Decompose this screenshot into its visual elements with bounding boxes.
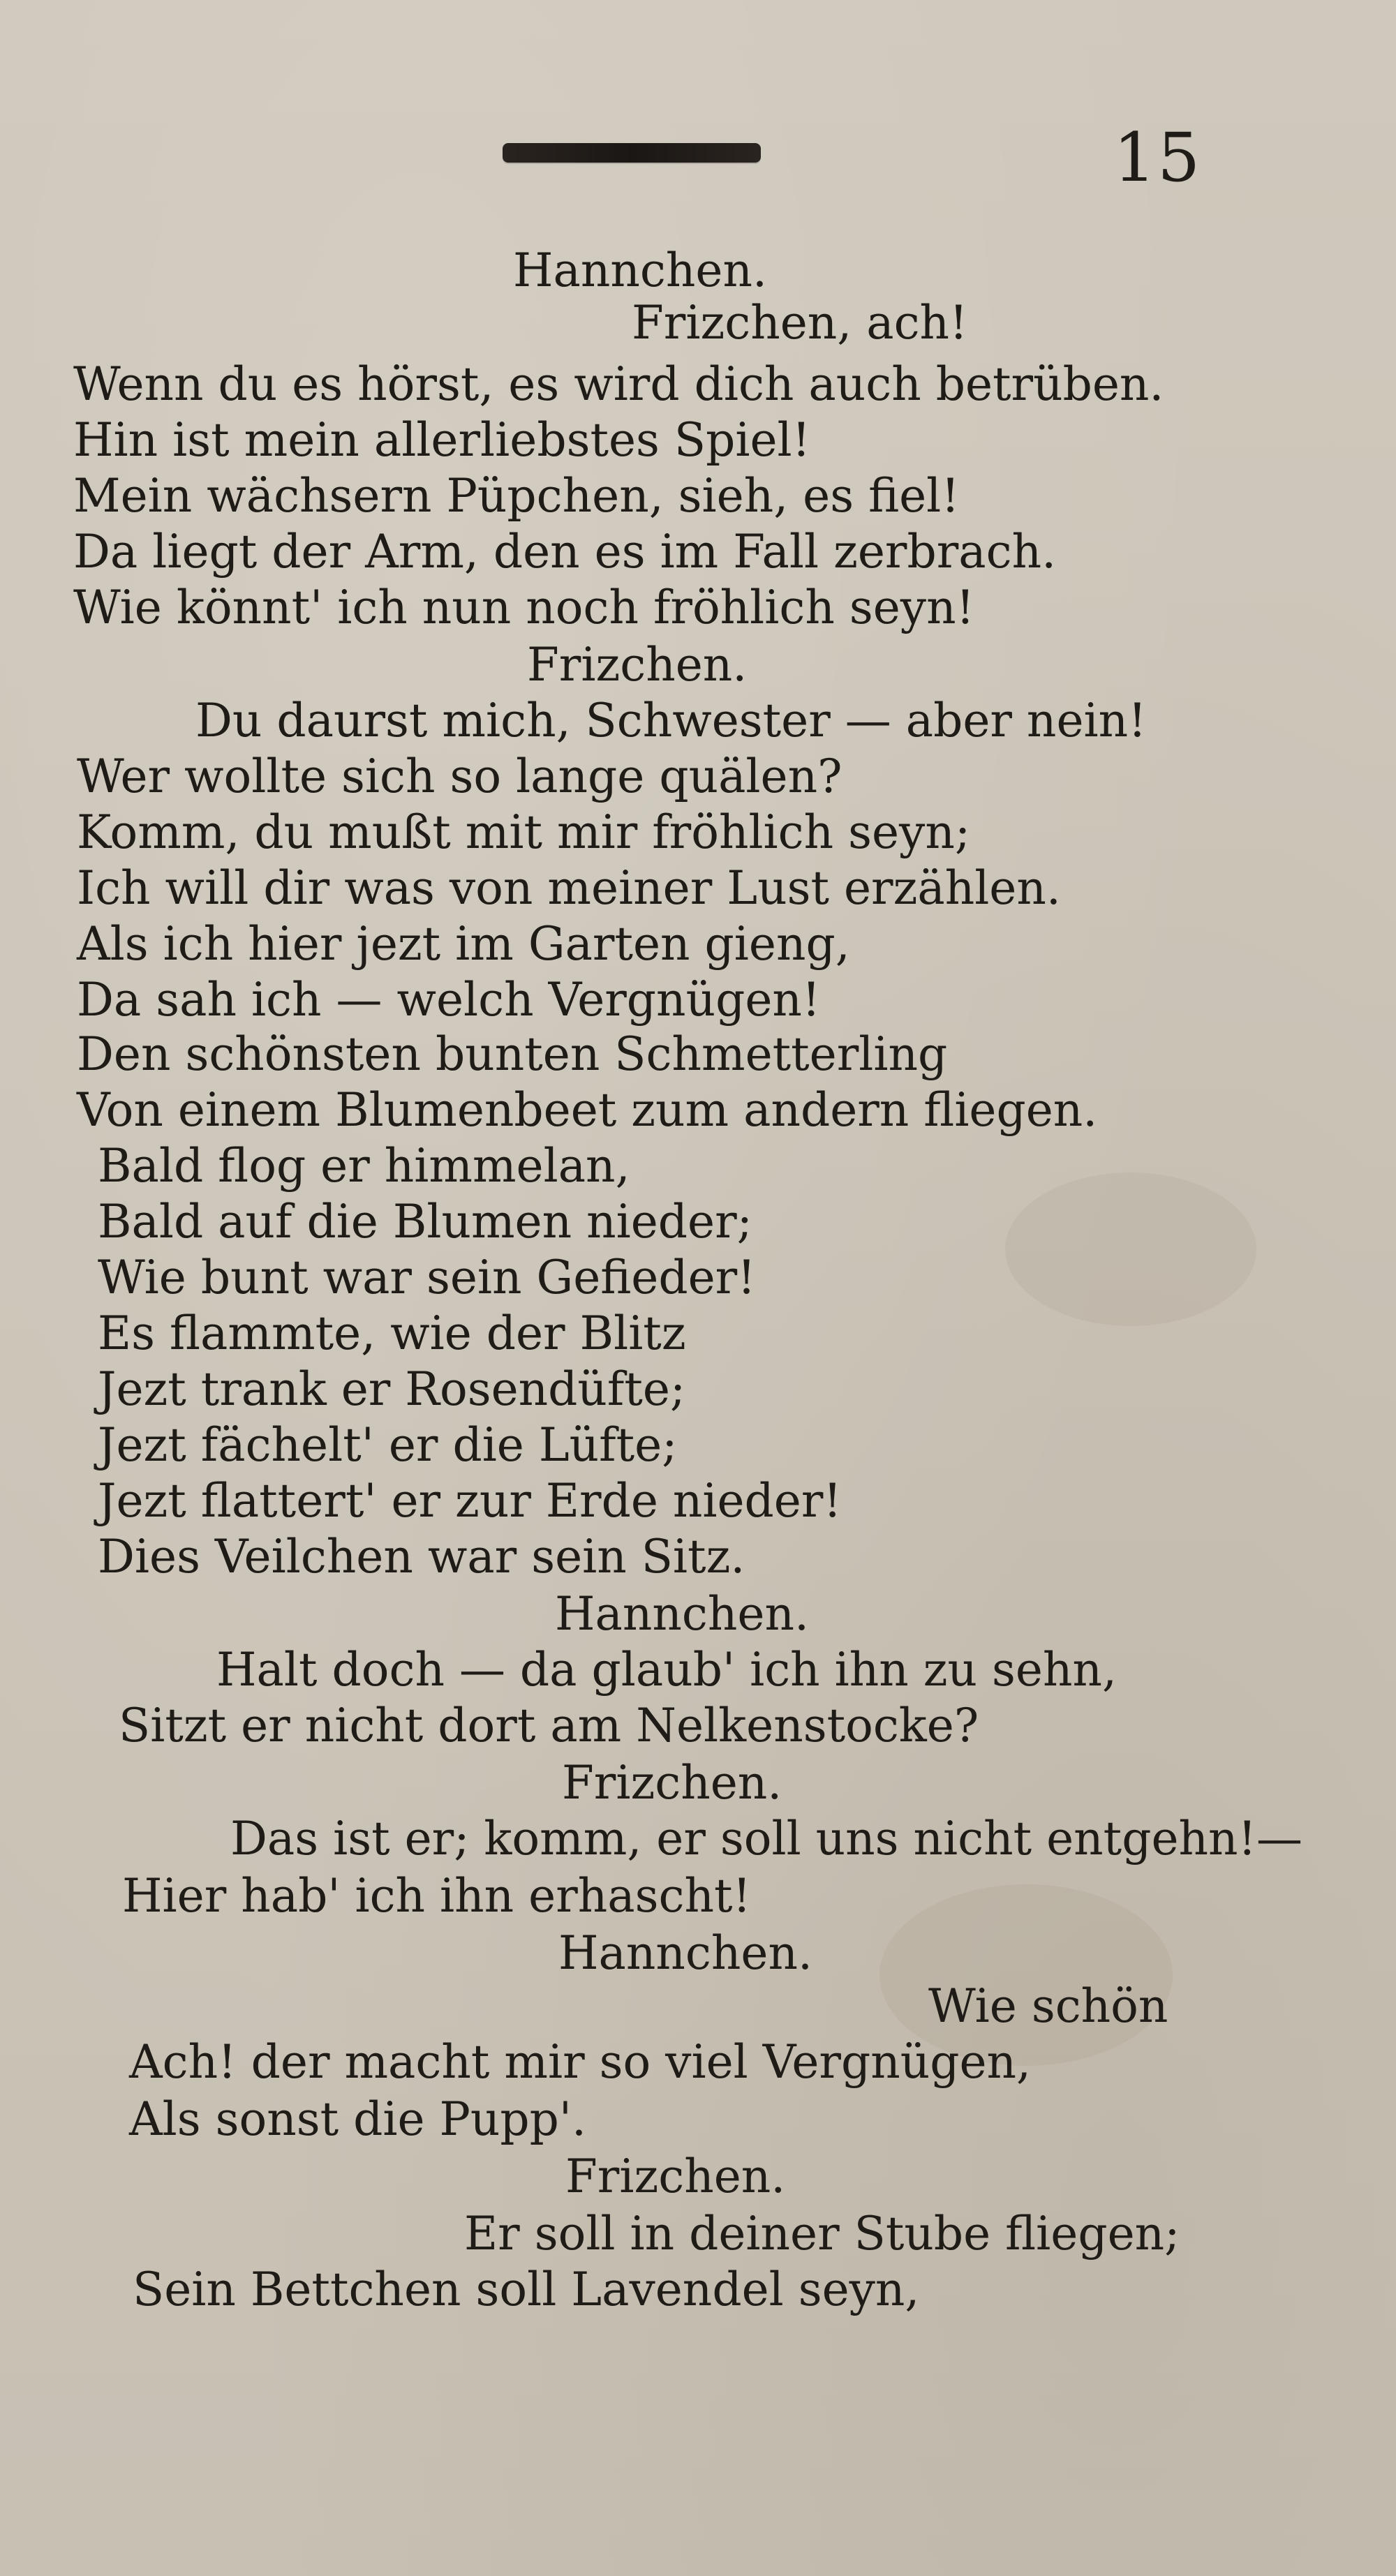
verse-line: Da liegt der Arm, den es im Fall zerbrach. xyxy=(73,525,1057,579)
verse-line: Er soll in deiner Stube fliegen; xyxy=(464,2207,1180,2261)
verse-line: Bald auf die Blumen nieder; xyxy=(98,1195,752,1249)
verse-line: Als sonst die Pupp'. xyxy=(129,2092,587,2146)
verse-line: Mein wächsern Püpchen, sieh, es fiel! xyxy=(73,469,960,523)
verse-line: Den schönsten bunten Schmetterling xyxy=(77,1027,948,1081)
verse-line: Als ich hier jezt im Garten gieng, xyxy=(77,917,850,971)
verse-line: Bald flog er himmelan, xyxy=(98,1139,630,1193)
verse-line: Jezt fächelt' er die Lüfte; xyxy=(98,1418,678,1472)
speaker-name: Hannchen. xyxy=(513,244,767,297)
paper-stain xyxy=(1005,1172,1256,1326)
verse-line: Jezt trank er Rosendüfte; xyxy=(98,1362,686,1416)
verse-line: Da sah ich — welch Vergnügen! xyxy=(77,973,821,1027)
verse-line: Komm, du mußt mit mir fröhlich seyn; xyxy=(77,805,971,859)
page-number: 15 xyxy=(1113,119,1202,197)
verse-line: Ich will dir was von meiner Lust erzählen. xyxy=(77,861,1061,915)
verse-line: Wie bunt war sein Gefieder! xyxy=(98,1251,756,1304)
speaker-name: Frizchen. xyxy=(565,2150,786,2203)
speaker-name: Frizchen. xyxy=(562,1756,782,1810)
verse-line: Hin ist mein allerliebstes Spiel! xyxy=(73,413,811,467)
speaker-name: Hannchen. xyxy=(558,1926,812,1980)
verse-line: Ach! der macht mir so viel Vergnügen, xyxy=(129,2035,1031,2089)
verse-line: Dies Veilchen war sein Sitz. xyxy=(98,1530,745,1584)
verse-line: Das ist er; komm, er soll uns nicht entgehn!— xyxy=(230,1812,1303,1866)
speaker-name: Hannchen. xyxy=(555,1587,809,1641)
verse-line: Wie schön xyxy=(928,1979,1168,2033)
verse-line: Von einem Blumenbeet zum andern fliegen. xyxy=(77,1083,1098,1137)
verse-line: Sitzt er nicht dort am Nelkenstocke? xyxy=(119,1699,979,1752)
speaker-name: Frizchen. xyxy=(527,638,748,692)
verse-line: Wie könnt' ich nun noch fröhlich seyn! xyxy=(73,581,975,634)
verse-line: Es flammte, wie der Blitz xyxy=(98,1306,686,1360)
verse-line: Du daurst mich, Schwester — aber nein! xyxy=(195,694,1147,747)
header-ornament xyxy=(503,143,761,163)
verse-line: Jezt flattert' er zur Erde nieder! xyxy=(98,1474,842,1528)
verse-line: Sein Bettchen soll Lavendel seyn, xyxy=(133,2263,920,2316)
verse-line: Hier hab' ich ihn erhascht! xyxy=(122,1869,751,1923)
verse-line: Frizchen, ach! xyxy=(632,296,968,350)
verse-line: Wer wollte sich so lange quälen? xyxy=(77,750,842,803)
verse-line: Halt doch — da glaub' ich ihn zu sehn, xyxy=(216,1643,1117,1697)
verse-line: Wenn du es hörst, es wird dich auch betrüben. xyxy=(73,357,1164,411)
